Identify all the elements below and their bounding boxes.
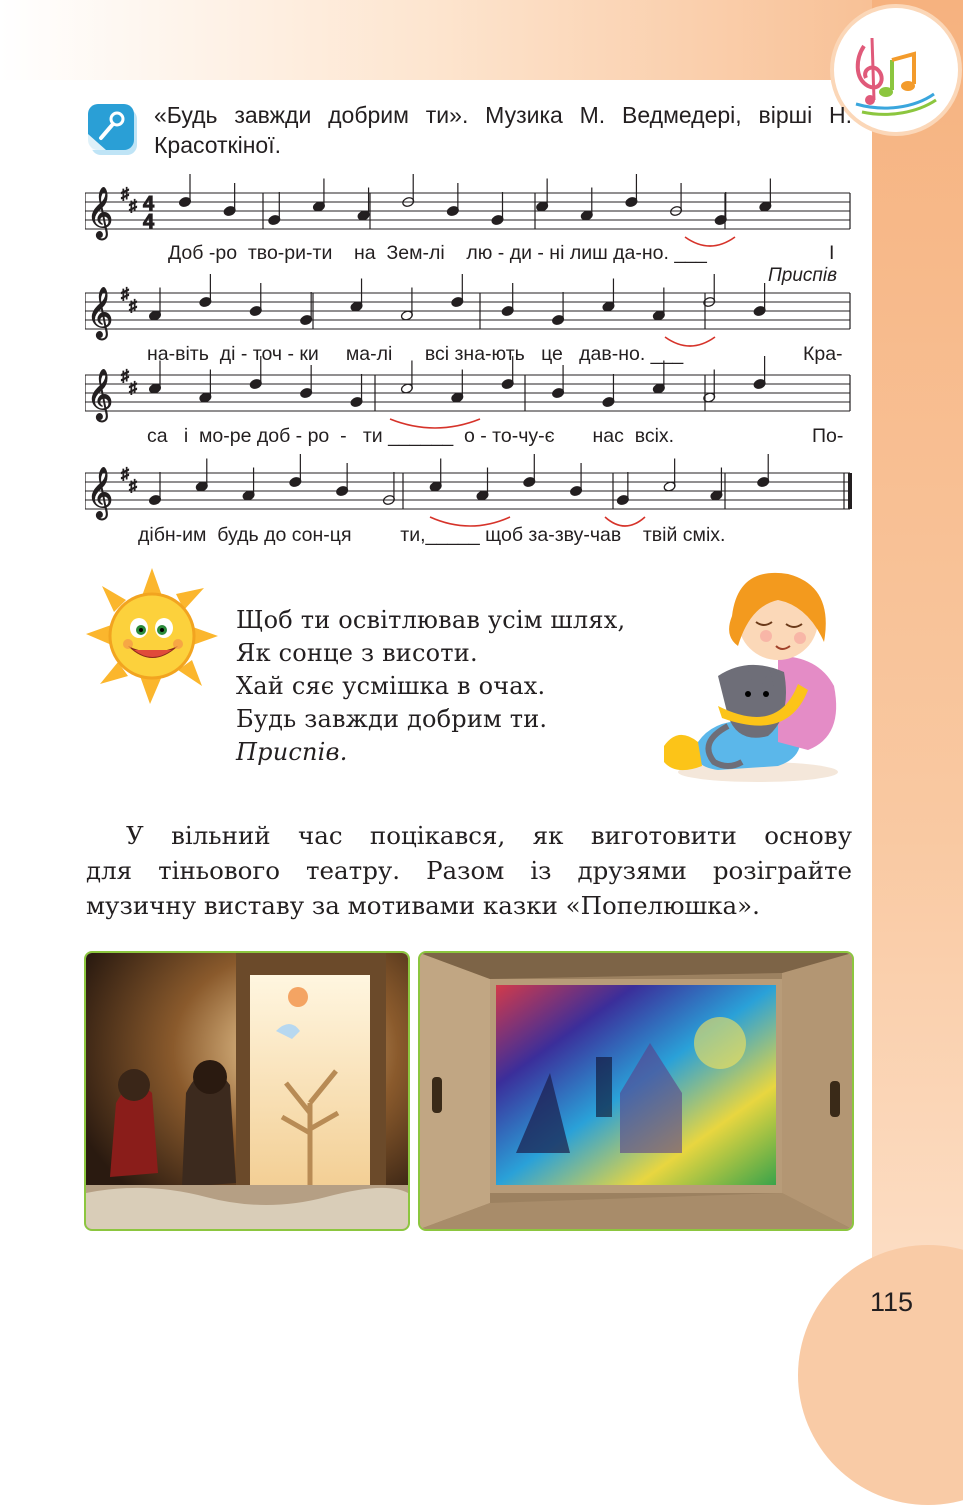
treble-clef-icon: 𝄞 xyxy=(87,467,114,518)
poem-line: Як сонце з висоти. xyxy=(236,639,478,667)
poem-refrain: Приспів. xyxy=(236,738,348,766)
activity-paragraph xyxy=(86,818,852,923)
poem-line: Хай сяє усмішка в очах. xyxy=(236,672,546,700)
sharp-icon: ♯ xyxy=(129,298,137,315)
song-title: «Будь завжди добрим ти». Музика М. Ведмедері, вірші Н. Красоткіної. xyxy=(154,102,852,158)
paragraph-line: У вільний час поцікався, як виготовити основу xyxy=(126,821,852,850)
time-signature-bottom: 4 xyxy=(143,211,155,233)
sun-icon xyxy=(84,566,220,706)
cardboard-theatre-box-photo xyxy=(418,951,854,1231)
treble-clef-icon: 𝄞 xyxy=(87,187,114,238)
sharp-icon: ♯ xyxy=(129,478,137,495)
music-score xyxy=(85,0,860,530)
sharp-icon: ♯ xyxy=(121,186,129,203)
poem-line: Щоб ти освітлював усім шлях, xyxy=(236,606,626,634)
sharp-icon: ♯ xyxy=(129,198,137,215)
paragraph-line: для тіньового театру. Разом із друзями розіграйте xyxy=(86,856,852,885)
paragraph-line: музичну виставу за мотивами казки «Попелюшка». xyxy=(86,891,760,920)
lyric-line: Доб -ро тво-ри-ти на Зем-лі лю - ди - ні лиш да-но. ___ xyxy=(168,242,707,264)
treble-clef-icon: 𝄞 xyxy=(87,369,114,420)
refrain-label: Приспів xyxy=(768,265,837,286)
lyric-line: са і мо-ре доб - ро - ти ______ о - то-чу-є нас всіх. xyxy=(147,425,675,447)
sharp-icon: ♯ xyxy=(129,380,137,397)
sharp-icon: ♯ xyxy=(121,286,129,303)
lyric-line: І xyxy=(829,242,835,264)
poem-line: Будь завжди добрим ти. xyxy=(236,705,548,733)
shadow-theatre-photo xyxy=(84,951,410,1231)
side-decor-band xyxy=(872,0,963,1394)
lyric-line: дібн-им будь до сон-ця ти,_____ щоб за-зву-чав твій сміх. xyxy=(138,524,726,546)
girl-with-cat-icon xyxy=(658,566,854,784)
sharp-icon: ♯ xyxy=(121,368,129,385)
lyric-line: По- xyxy=(812,425,844,447)
lyric-line: Кра- xyxy=(803,343,843,365)
lyric-line: на-віть ді - точ - ки ма-лі всі зна-ють це дав-но. ___ xyxy=(147,343,684,365)
page-number: 115 xyxy=(870,1287,914,1317)
treble-clef-icon: 𝄞 xyxy=(87,287,114,338)
poem-verse xyxy=(236,604,625,769)
sharp-icon: ♯ xyxy=(121,466,129,483)
time-signature-top: 4 xyxy=(143,193,155,215)
